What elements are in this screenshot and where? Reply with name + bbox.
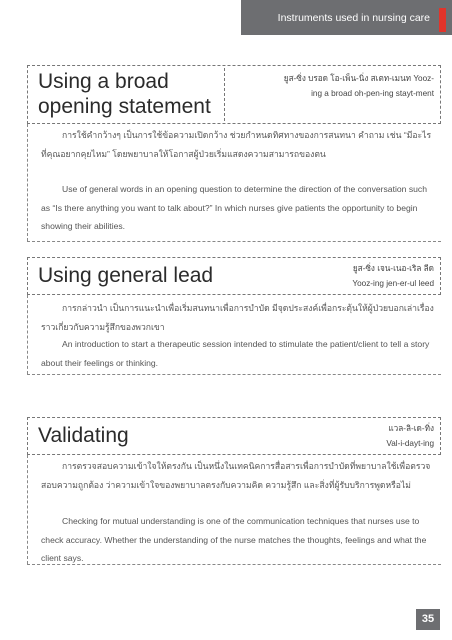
pronunciation (352, 261, 434, 291)
pronunciation-thai: แวล-ลิ-เด-ทิ่ง (388, 424, 434, 433)
term-box (27, 257, 441, 295)
header-accent-bar (439, 8, 446, 32)
definition-thai: การใช้คำกว้างๆ เป็นการใช้ข้อความเปิดกว้าง ช่วยกำหนดทิศทางของการสนทนา คำถาม เช่น “มีอะไรที่คุณอยากคุยไหม” โดยพยาบาลให้โอกาสผู้ป่วยเริ่มแสดงความสามารถของตน (41, 130, 432, 159)
definition-box (27, 455, 441, 565)
definition-box (27, 295, 441, 375)
term-line-1: Using a broad (38, 70, 169, 93)
pronunciation-thai: ยูส-ซิ่ง เจน-เนอ-เริล ลีด (352, 264, 434, 273)
definition-en: Use of general words in an opening question to determine the direction of the conversation such as “Is there anything you want to talk about?” In which nurses give patients the opportunity to begin showing their abilities. (41, 184, 427, 231)
page-number: 35 (421, 613, 435, 625)
pronunciation-thai: ยูส-ซิ่ง บรอด โอ-เพ็น-นิ่ง สเตท-เมนท Yooz- (283, 74, 434, 83)
term-title: Validating (38, 424, 129, 447)
term-box (27, 65, 441, 124)
definition-thai: การตรวจสอบความเข้าใจให้ตรงกัน เป็นหนึ่งในเทคนิคการสื่อสารเพื่อการบำบัดที่พยาบาลใช้เพื่อตรวจสอบความถูกต้อง ว่าความเข้าใจของพยาบาลตรงกับความคิด ความรู้สึก และสิ่งที่ผู้รับบริการพูดหรือไม่ (41, 461, 431, 490)
term-title (38, 70, 211, 120)
pronunciation-en: Val-i-dayt-ing (386, 439, 434, 448)
pronunciation-divider (224, 68, 225, 121)
page-header (241, 0, 452, 35)
definition-thai: การกล่าวนำ เป็นการแนะนำเพื่อเริ่มสนทนาเพื่อการบำบัด มีจุดประสงค์เพื่อกระตุ้นให้ผู้ป่วยบอกเล่าเรื่องราวเกี่ยวกับความรู้สึกของพวกเขา (41, 303, 434, 332)
page-number-badge (416, 609, 440, 630)
definition-en: Checking for mutual understanding is one of the communication techniques that nurses use to check accuracy. Whether the understanding of the nurse matches the thoughts, feelings and what the client says. (41, 516, 427, 563)
term-title: Using general lead (38, 264, 214, 287)
pronunciation-en: Yooz-ing jen-er-ul leed (352, 279, 434, 288)
pronunciation (386, 421, 434, 451)
definition-box (27, 124, 441, 242)
pronunciation-en: ing a broad oh-pen-ing stayt-ment (311, 89, 434, 98)
term-line-2: opening statement (38, 94, 211, 118)
definition-en: An introduction to start a therapeutic session intended to stimulate the patient/client to tell a story about their feelings or thinking. (41, 339, 430, 368)
header-title: Instruments used in nursing care (277, 12, 430, 24)
term-box (27, 417, 441, 455)
pronunciation (284, 71, 434, 101)
